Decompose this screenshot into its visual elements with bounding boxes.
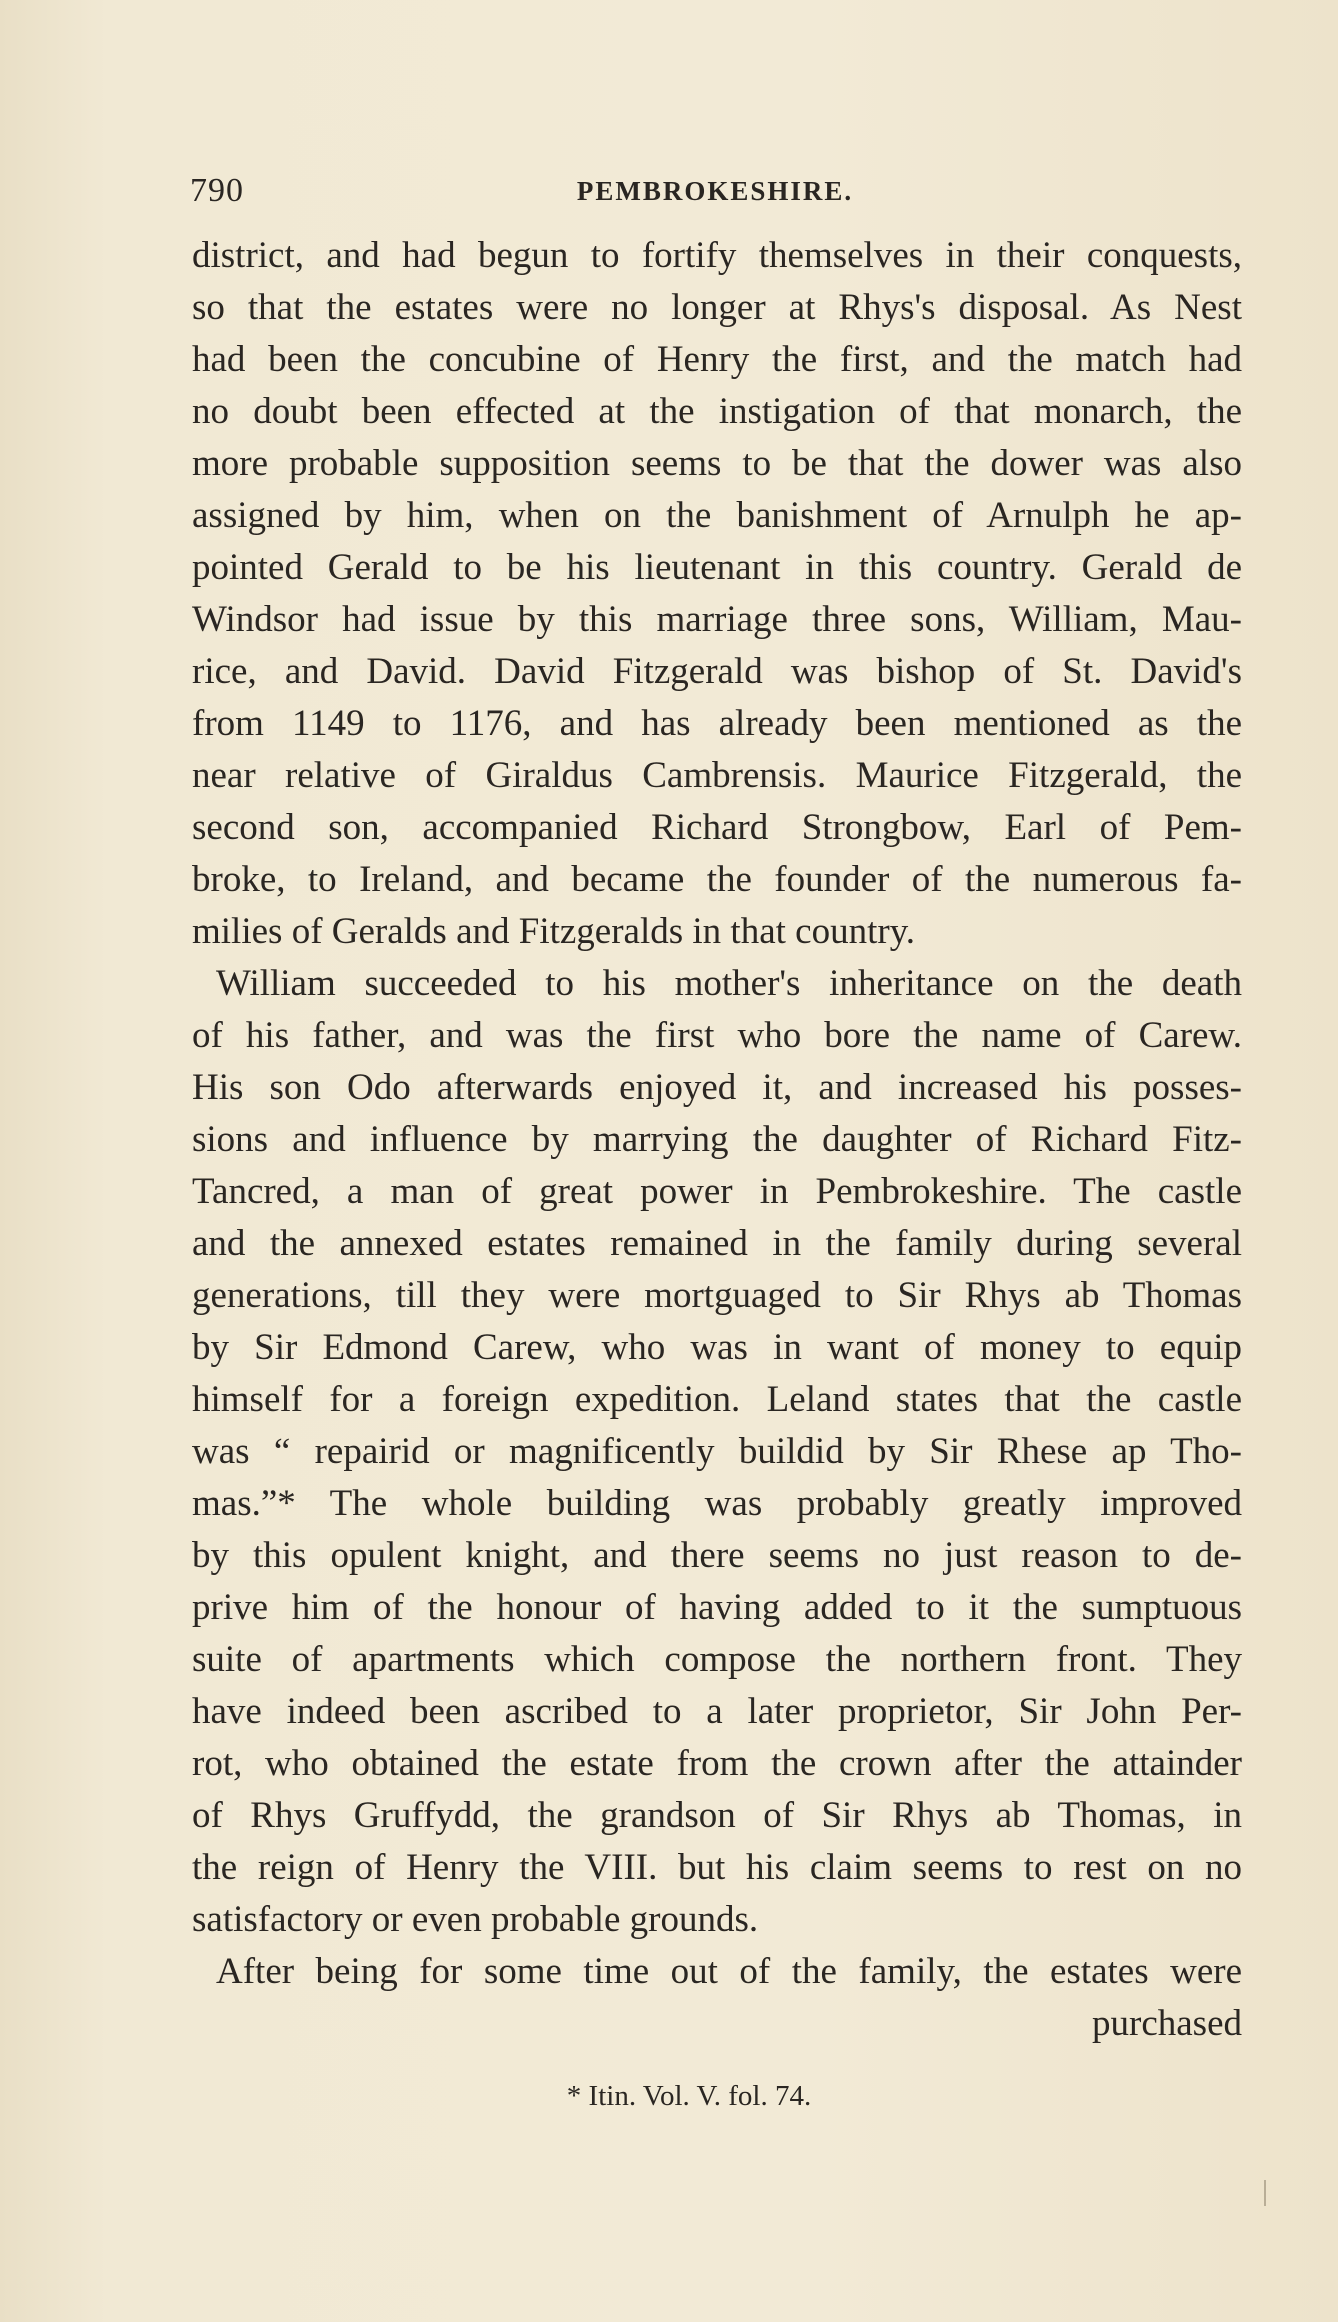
text-line: from 1149 to 1176, and has already been mentioned as the — [192, 703, 1242, 744]
running-head: PEMBROKESHIRE. — [576, 176, 854, 206]
text-line: mas.”* The whole building was probably greatly improved — [192, 1483, 1242, 1524]
text-line: have indeed been ascribed to a later proprietor, Sir John Per- — [192, 1691, 1242, 1732]
text-line: satisfactory or even probable grounds. — [192, 1899, 759, 1940]
text-line: Tancred, a man of great power in Pembrokeshire. The castle — [192, 1171, 1242, 1212]
text-line: pointed Gerald to be his lieutenant in this country. Gerald de — [192, 547, 1242, 588]
body-text — [192, 230, 1242, 2050]
text-line: himself for a foreign expedition. Leland states that the castle — [192, 1379, 1242, 1420]
text-line: by this opulent knight, and there seems no just reason to de- — [192, 1535, 1242, 1576]
text-line: prive him of the honour of having added to it the sumptuous — [192, 1587, 1242, 1628]
text-line: by Sir Edmond Carew, who was in want of money to equip — [192, 1327, 1242, 1368]
text-line: Windsor had issue by this marriage three sons, William, Mau- — [192, 599, 1242, 640]
text-line: district, and had begun to fortify themselves in their conquests, — [192, 235, 1242, 276]
text-line: had been the concubine of Henry the first, and the match had — [192, 339, 1242, 380]
text-line: near relative of Giraldus Cambrensis. Maurice Fitzgerald, the — [192, 755, 1242, 796]
text-line: of his father, and was the first who bore the name of Carew. — [192, 1015, 1242, 1056]
text-line: assigned by him, when on the banishment of Arnulph he ap- — [192, 495, 1242, 536]
text-line: His son Odo afterwards enjoyed it, and increased his posses- — [192, 1067, 1242, 1108]
page-number: 790 — [190, 172, 244, 209]
page-header — [190, 172, 1240, 212]
text-line: so that the estates were no longer at Rhys's disposal. As Nest — [192, 287, 1242, 328]
text-line: generations, till they were mortguaged to Sir Rhys ab Thomas — [192, 1275, 1242, 1316]
text-line: sions and influence by marrying the daughter of Richard Fitz- — [192, 1119, 1242, 1160]
text-line: was “ repairid or magnificently buildid by Sir Rhese ap Tho- — [192, 1431, 1242, 1472]
text-line: no doubt been effected at the instigation of that monarch, the — [192, 391, 1242, 432]
text-line: and the annexed estates remained in the family during several — [192, 1223, 1242, 1264]
margin-mark — [1264, 2180, 1266, 2206]
footnote: * Itin. Vol. V. fol. 74. — [566, 2080, 812, 2112]
text-line: rice, and David. David Fitzgerald was bishop of St. David's — [192, 651, 1242, 692]
text-line: second son, accompanied Richard Strongbow, Earl of Pem- — [192, 807, 1242, 848]
text-line: suite of apartments which compose the northern front. They — [192, 1639, 1242, 1680]
catchword: purchased — [1092, 2003, 1242, 2044]
text-line: more probable supposition seems to be that the dower was also — [192, 443, 1242, 484]
text-line: of Rhys Gruffydd, the grandson of Sir Rhys ab Thomas, in — [192, 1795, 1242, 1836]
text-line: milies of Geralds and Fitzgeralds in that country. — [192, 911, 916, 952]
text-line: the reign of Henry the VIII. but his claim seems to rest on no — [192, 1847, 1242, 1888]
text-line: After being for some time out of the family, the estates were — [216, 1951, 1242, 1992]
text-line: William succeeded to his mother's inheritance on the death — [216, 963, 1242, 1004]
text-line: rot, who obtained the estate from the crown after the attainder — [192, 1743, 1242, 1784]
text-line: broke, to Ireland, and became the founder of the numerous fa- — [192, 859, 1242, 900]
